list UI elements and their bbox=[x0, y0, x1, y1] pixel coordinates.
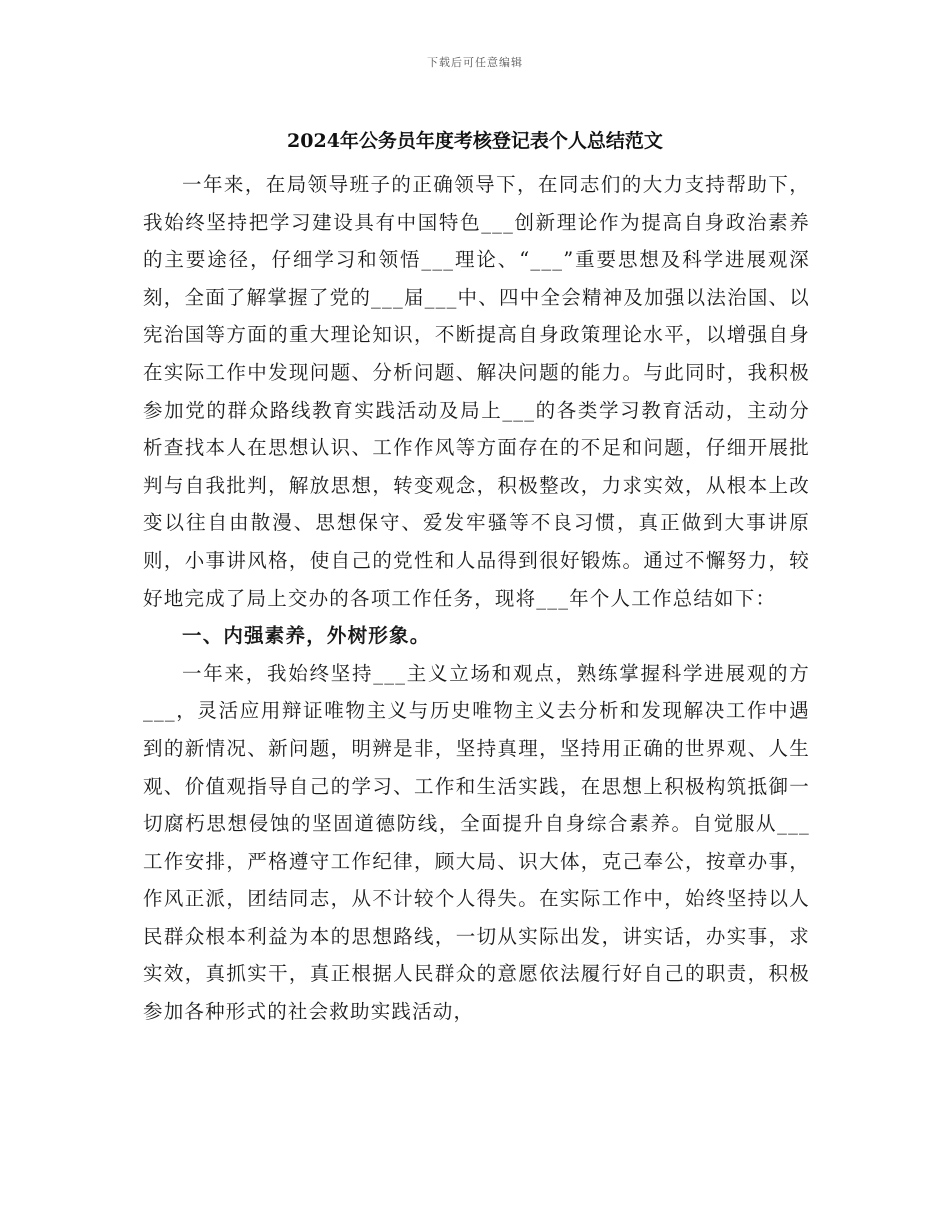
document-body bbox=[143, 166, 810, 1031]
header-note: 下载后可任意编辑 bbox=[427, 56, 523, 69]
document-title: 2024年公务员年度考核登记表个人总结范文 bbox=[287, 130, 663, 152]
intro-paragraph: 一年来，在局领导班子的正确领导下，在同志们的大力支持帮助下，我始终坚持把学习建设具有中国特色___创新理论作为提高自身政治素养的主要途径，仔细学习和领悟___理论、“___”重要思想及科学进展观深刻，全面了解掌握了党的___届___中、四中全会精神及加强以法治国、以宪治国等方面的重大理论知识，不断提高自身政策理论水平，以增强自身在实际工作中发现问题、分析问题、解决问题的能力。与此同时，我积极参加党的群众路线教育实践活动及局上___的各类学习教育活动，主动分析查找本人在思想认识、工作作风等方面存在的不足和问题，仔细开展批判与自我批判，解放思想，转变观念，积极整改，力求实效，从根本上改变以往自由散漫、思想保守、爱发牢骚等不良习惯，真正做到大事讲原则，小事讲风格，使自己的党性和人品得到很好锻炼。通过不懈努力，较好地完成了局上交办的各项工作任务，现将___年个人工作总结如下： bbox=[143, 173, 810, 610]
section-paragraph: 一年来，我始终坚持___主义立场和观点，熟练掌握科学进展观的方___，灵活应用辩证唯物主义与历史唯物主义去分析和发现解决工作中遇到的新情况、新问题，明辨是非，坚持真理，坚持用正确的世界观、人生观、价值观指导自己的学习、工作和生活实践，在思想上积极构筑抵御一切腐朽思想侵蚀的坚固道德防线，全面提升自身综合素养。自觉服从___工作安排，严格遵守工作纪律，顾大局、识大体，克己奉公，按章办事，作风正派，团结同志，从不计较个人得失。在实际工作中，始终坚持以人民群众根本利益为本的思想路线，一切从实际出发，讲实话，办实事，求实效，真抓实干，真正根据人民群众的意愿依法履行好自己的职责，积极参加各种形式的社会救助实践活动， bbox=[143, 661, 810, 1024]
section-heading: 一、内强素养，外树形象。 bbox=[182, 624, 431, 648]
